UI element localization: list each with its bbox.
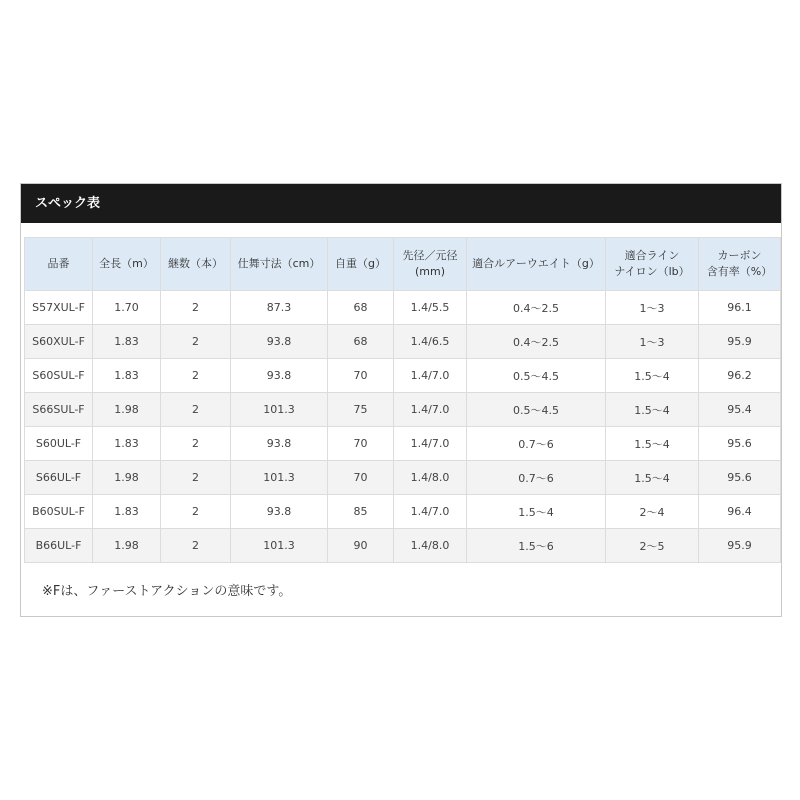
column-header-label: 含有率（%） [706, 265, 773, 278]
table-cell: 1.5～4 [606, 359, 699, 393]
table-cell: 68 [328, 325, 394, 359]
table-cell: 0.5～4.5 [467, 393, 606, 427]
spec-note: ※Fは、ファーストアクションの意味です。 [42, 584, 292, 599]
table-row [25, 291, 781, 325]
table-cell: 85 [328, 495, 394, 529]
column-header-label: 全長（m） [99, 257, 154, 270]
table-row [25, 325, 781, 359]
table-cell: 2 [161, 291, 231, 325]
table-row [25, 359, 781, 393]
model-code-cell: S66UL-F [25, 461, 93, 495]
table-cell: 1.70 [93, 291, 161, 325]
column-header-label: 仕舞寸法（cm） [237, 257, 321, 270]
table-body [25, 291, 781, 563]
table-cell: 1.4/7.0 [394, 393, 467, 427]
table-cell: 1.83 [93, 359, 161, 393]
column-header-label: 適合ルアーウエイト（g） [472, 257, 600, 270]
column-header [699, 238, 781, 291]
table-cell: 1.98 [93, 529, 161, 563]
model-code-cell: B60SUL-F [25, 495, 93, 529]
table-cell: 93.8 [231, 495, 328, 529]
table-cell: 1.5～4 [606, 427, 699, 461]
table-row [25, 495, 781, 529]
table-cell: 93.8 [231, 427, 328, 461]
table-row [25, 461, 781, 495]
table-cell: 1.4/7.0 [394, 427, 467, 461]
column-header [25, 238, 93, 291]
table-cell: 96.4 [699, 495, 781, 529]
table-cell: 2～5 [606, 529, 699, 563]
table-cell: 75 [328, 393, 394, 427]
table-cell: 1.4/6.5 [394, 325, 467, 359]
column-header-label: 継数（本） [168, 257, 223, 270]
column-header [467, 238, 606, 291]
column-header-label: カーボン [717, 249, 762, 262]
table-cell: 1～3 [606, 291, 699, 325]
table-cell: 87.3 [231, 291, 328, 325]
model-code-cell: S60XUL-F [25, 325, 93, 359]
table-row [25, 529, 781, 563]
table-cell: 0.7～6 [467, 461, 606, 495]
table-cell: 95.9 [699, 529, 781, 563]
table-cell: 1～3 [606, 325, 699, 359]
column-header-label: ナイロン（lb） [614, 265, 690, 278]
table-cell: 1.98 [93, 461, 161, 495]
table-cell: 1.5～4 [606, 461, 699, 495]
table-cell: 93.8 [231, 325, 328, 359]
model-code-cell: S66SUL-F [25, 393, 93, 427]
table-cell: 1.83 [93, 427, 161, 461]
table-cell: 2 [161, 427, 231, 461]
table-cell: 2 [161, 495, 231, 529]
column-header [394, 238, 467, 291]
table-row [25, 393, 781, 427]
table-header-row [25, 238, 781, 291]
column-header [161, 238, 231, 291]
table-cell: 70 [328, 427, 394, 461]
table-cell: 1.98 [93, 393, 161, 427]
table-cell: 90 [328, 529, 394, 563]
table-cell: 1.4/7.0 [394, 359, 467, 393]
table-cell: 68 [328, 291, 394, 325]
table-cell: 1.4/8.0 [394, 461, 467, 495]
table-cell: 1.4/5.5 [394, 291, 467, 325]
table-cell: 95.4 [699, 393, 781, 427]
model-code-cell: B66UL-F [25, 529, 93, 563]
table-cell: 0.7～6 [467, 427, 606, 461]
table-cell: 101.3 [231, 393, 328, 427]
table-cell: 95.6 [699, 427, 781, 461]
table-row [25, 427, 781, 461]
table-cell: 95.6 [699, 461, 781, 495]
table-cell: 2 [161, 529, 231, 563]
table-cell: 93.8 [231, 359, 328, 393]
column-header [328, 238, 394, 291]
table-cell: 101.3 [231, 461, 328, 495]
table-cell: 2 [161, 325, 231, 359]
spec-table [24, 237, 781, 563]
table-cell: 1.83 [93, 495, 161, 529]
table-cell: 0.4～2.5 [467, 291, 606, 325]
column-header-label: 先径／元径 [402, 249, 458, 262]
column-header-label: 適合ライン [624, 249, 680, 262]
table-cell: 96.2 [699, 359, 781, 393]
spec-panel [20, 183, 782, 617]
table-cell: 101.3 [231, 529, 328, 563]
table-cell: 1.5～6 [467, 529, 606, 563]
column-header-label: 自重（g） [335, 257, 386, 270]
table-cell: 96.1 [699, 291, 781, 325]
model-code-cell: S57XUL-F [25, 291, 93, 325]
table-cell: 0.4～2.5 [467, 325, 606, 359]
table-cell: 1.5～4 [606, 393, 699, 427]
table-cell: 2 [161, 461, 231, 495]
table-cell: 0.5～4.5 [467, 359, 606, 393]
table-cell: 1.4/8.0 [394, 529, 467, 563]
table-cell: 1.83 [93, 325, 161, 359]
table-cell: 2 [161, 359, 231, 393]
model-code-cell: S60SUL-F [25, 359, 93, 393]
column-header-label: (mm) [414, 265, 445, 278]
table-cell: 70 [328, 461, 394, 495]
column-header [606, 238, 699, 291]
table-cell: 1.4/7.0 [394, 495, 467, 529]
table-cell: 2 [161, 393, 231, 427]
table-cell: 95.9 [699, 325, 781, 359]
table-cell: 1.5～4 [467, 495, 606, 529]
model-code-cell: S60UL-F [25, 427, 93, 461]
table-cell: 70 [328, 359, 394, 393]
column-header [93, 238, 161, 291]
column-header [231, 238, 328, 291]
spec-panel-title: スペック表 [21, 184, 781, 223]
column-header-label: 品番 [47, 257, 70, 270]
table-cell: 2～4 [606, 495, 699, 529]
